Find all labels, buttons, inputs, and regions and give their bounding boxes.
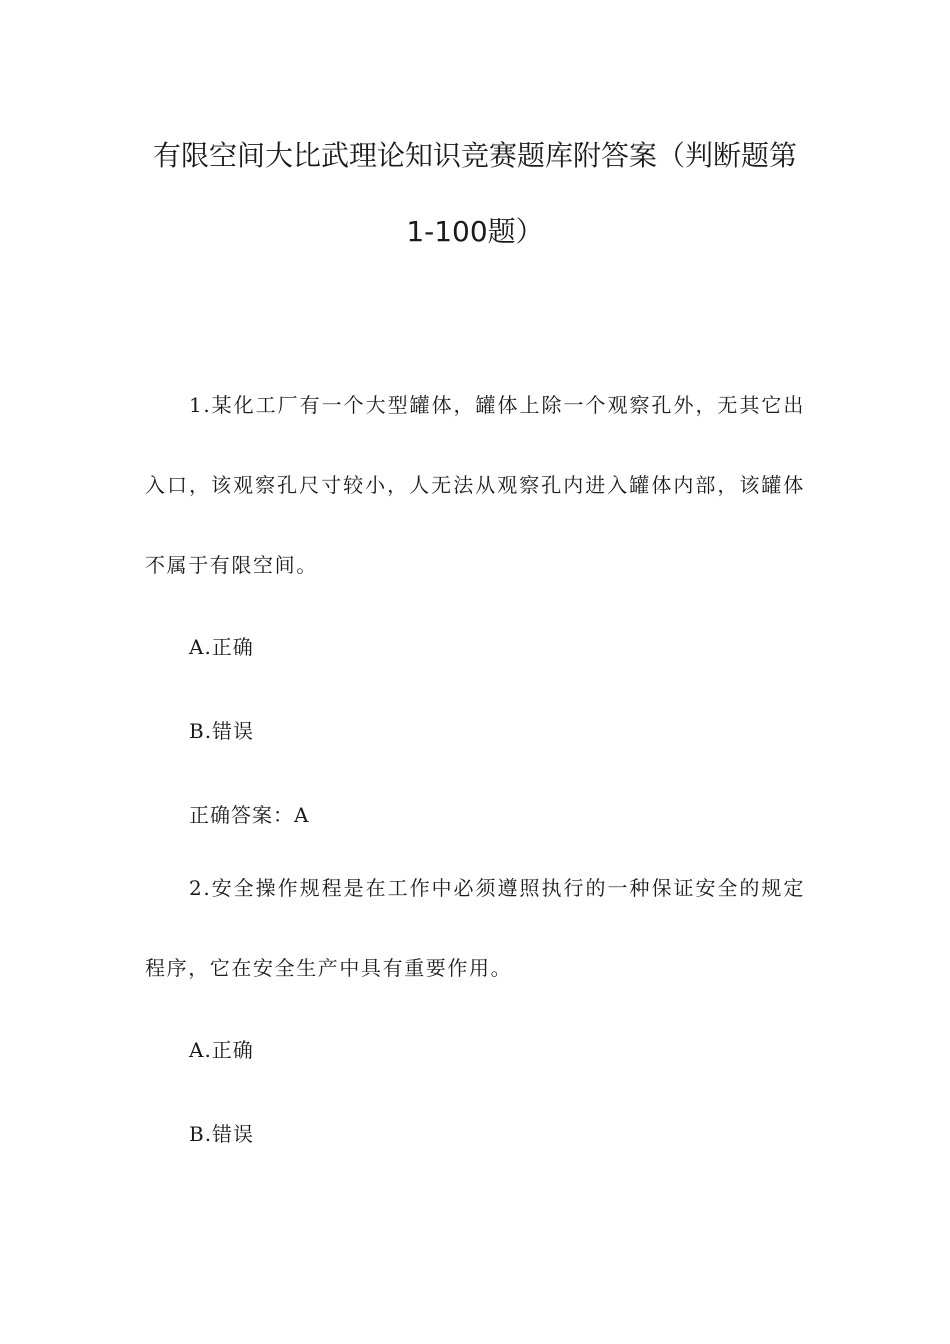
document-title-line-1: 有限空间大比武理论知识竞赛题库附答案（判断题第 (152, 139, 797, 172)
question-text: 2.安全操作规程是在工作中必须遵照执行的一种保证安全的规定程序，它在安全生产中具有重要作用。 (145, 876, 805, 980)
correct-answer: 正确答案：A (189, 803, 310, 827)
question-block-1 (145, 365, 805, 857)
option-a: A.正确 (189, 635, 254, 659)
question-block-2 (145, 848, 805, 1176)
document-title-line-2: 1-100题） (406, 215, 544, 248)
option-b: B.错误 (189, 719, 255, 743)
option-a: A.正确 (189, 1038, 254, 1062)
option-b: B.错误 (189, 1122, 255, 1146)
question-text: 1.某化工厂有一个大型罐体，罐体上除一个观察孔外，无其它出入口，该观察孔尺寸较小，人无法从观察孔内进入罐体内部，该罐体不属于有限空间。 (145, 393, 805, 577)
